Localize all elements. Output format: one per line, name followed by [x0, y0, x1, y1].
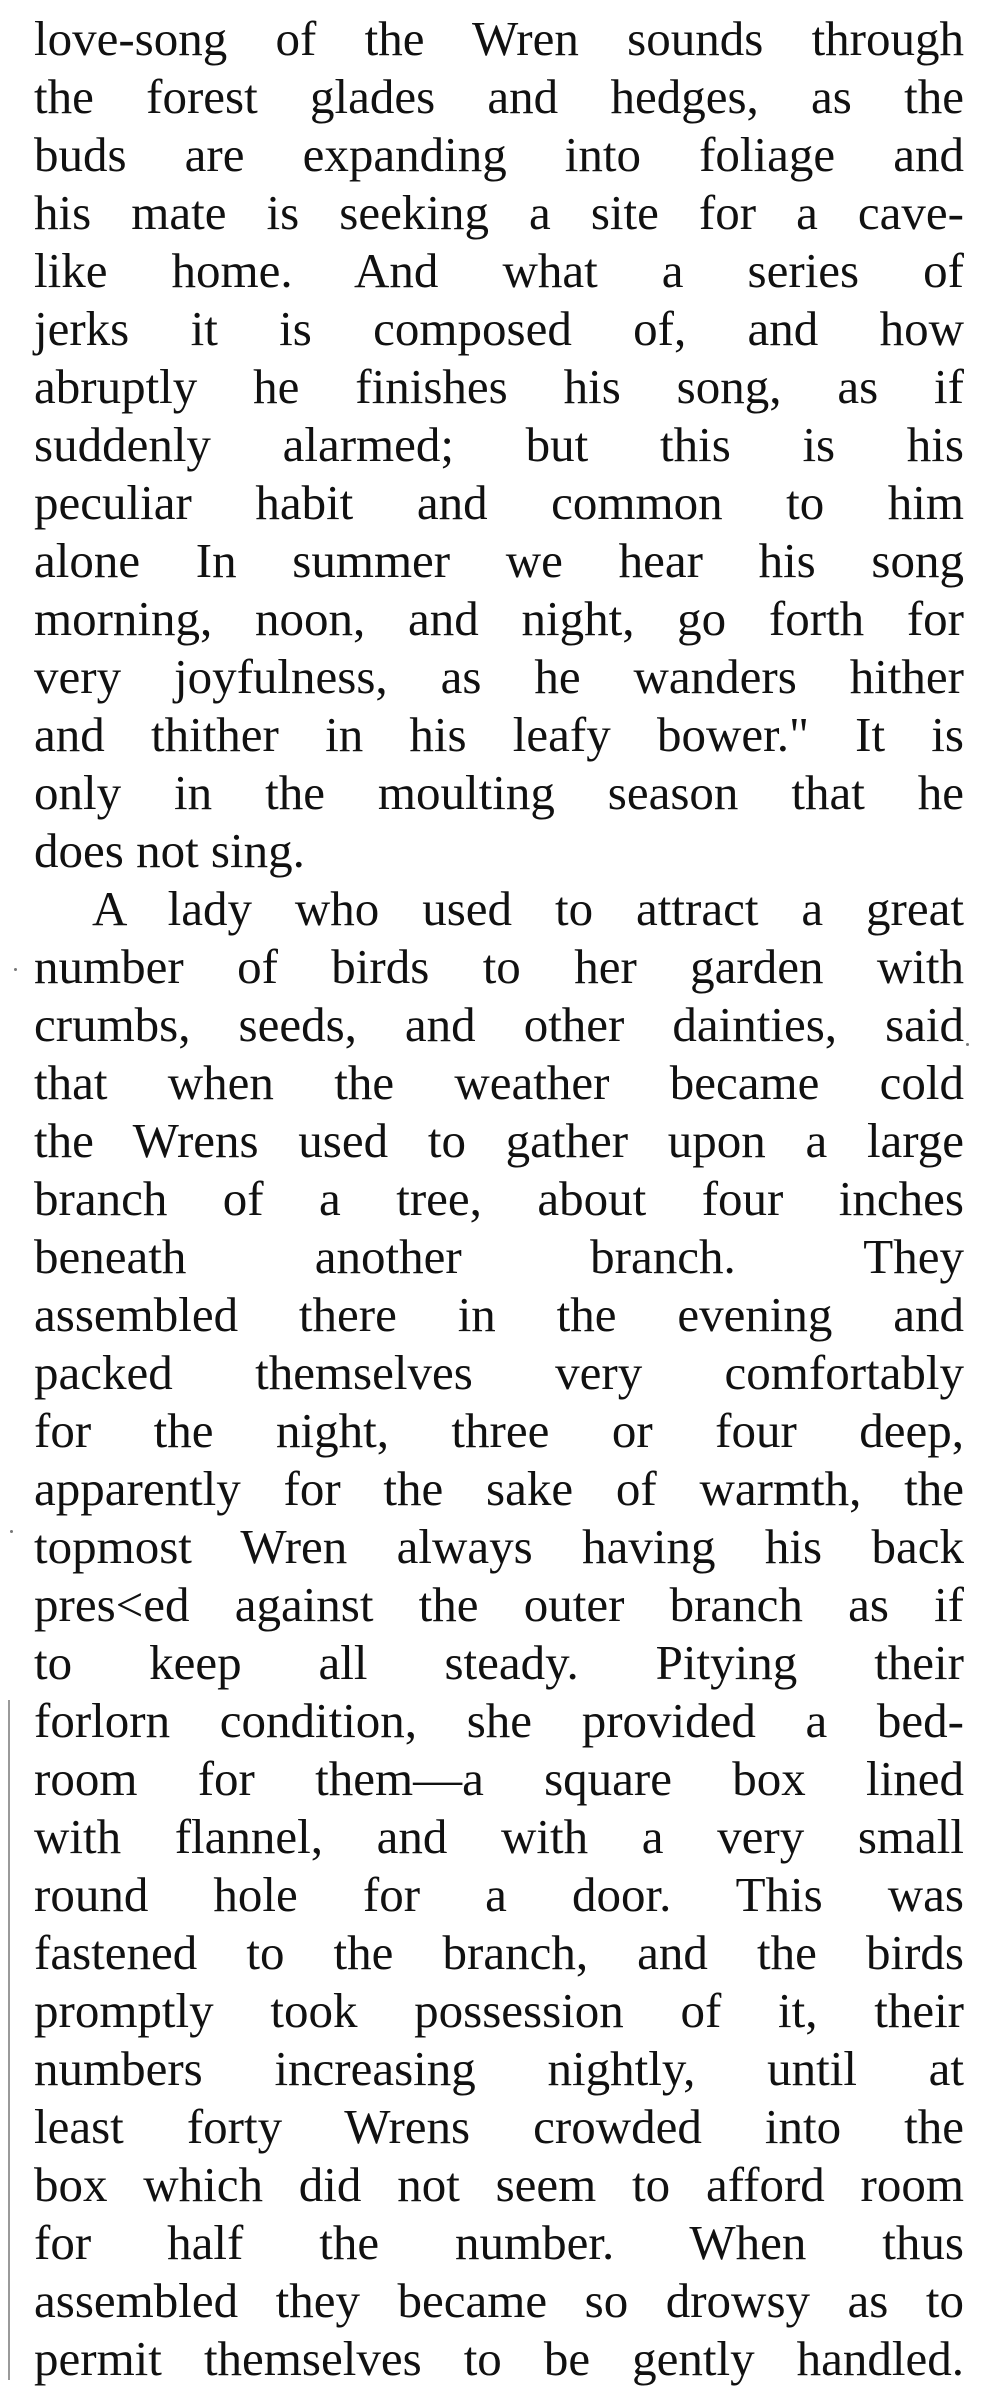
- text-line: for half the number. When thus: [34, 2215, 964, 2270]
- text-line: topmost Wren always having his back: [34, 1519, 964, 1574]
- text-line: apparently for the sake of warmth, the: [34, 1461, 964, 1516]
- text-line: alone In summer we hear his song: [34, 533, 964, 588]
- text-line: packed themselves very comfortably: [34, 1345, 964, 1400]
- text-line: number of birds to her garden with: [34, 939, 964, 994]
- text-line: the Wrens used to gather upon a large: [34, 1113, 964, 1168]
- text-line: only in the moulting season that he: [34, 765, 964, 820]
- text-line: beneath another branch. They: [34, 1229, 964, 1284]
- text-line: A lady who used to attract a great: [92, 881, 964, 936]
- text-line: peculiar habit and common to him: [34, 475, 964, 530]
- text-line: permit themselves to be gently handled.: [34, 2331, 964, 2386]
- print-speck: [10, 1530, 13, 1533]
- text-line: and thither in his leafy bower." It is: [34, 707, 964, 762]
- text-line: fastened to the branch, and the birds: [34, 1925, 964, 1980]
- text-line: jerks it is composed of, and how: [34, 301, 964, 356]
- margin-rule: [8, 1700, 10, 2380]
- text-line: numbers increasing nightly, until at: [34, 2041, 964, 2096]
- text-line: pres<ed against the outer branch as if: [34, 1577, 964, 1632]
- text-line: for the night, three or four deep,: [34, 1403, 964, 1458]
- paragraph-1: [34, 10, 964, 880]
- text-line: crumbs, seeds, and other dainties, said: [34, 997, 964, 1052]
- text-line: assembled there in the evening and: [34, 1287, 964, 1342]
- text-line: assembled they became so drowsy as to: [34, 2273, 964, 2328]
- text-line: to keep all steady. Pitying their: [34, 1635, 964, 1690]
- text-line: promptly took possession of it, their: [34, 1983, 964, 2038]
- text-line: like home. And what a series of: [34, 243, 964, 298]
- text-line: box which did not seem to afford room: [34, 2157, 964, 2212]
- text-line: his mate is seeking a site for a cave-: [34, 185, 964, 240]
- text-line: the forest glades and hedges, as the: [34, 69, 964, 124]
- text-line: buds are expanding into foliage and: [34, 127, 964, 182]
- text-line: abruptly he finishes his song, as if: [34, 359, 964, 414]
- print-speck: [14, 968, 17, 971]
- text-line: least forty Wrens crowded into the: [34, 2099, 964, 2154]
- text-line: branch of a tree, about four inches: [34, 1171, 964, 1226]
- text-line: does not sing.: [34, 823, 305, 878]
- text-line: that when the weather became cold: [34, 1055, 964, 1110]
- page-text: [34, 10, 964, 2388]
- paragraph-2: [34, 880, 964, 2388]
- text-line: forlorn condition, she provided a bed-: [34, 1693, 964, 1748]
- text-line: with flannel, and with a very small: [34, 1809, 964, 1864]
- print-speck: [966, 1043, 969, 1046]
- text-line: room for them—a square box lined: [34, 1751, 964, 1806]
- text-line: very joyfulness, as he wanders hither: [34, 649, 964, 704]
- text-line: suddenly alarmed; but this is his: [34, 417, 964, 472]
- text-line: love-song of the Wren sounds through: [34, 11, 964, 66]
- text-line: round hole for a door. This was: [34, 1867, 964, 1922]
- text-line: morning, noon, and night, go forth for: [34, 591, 964, 646]
